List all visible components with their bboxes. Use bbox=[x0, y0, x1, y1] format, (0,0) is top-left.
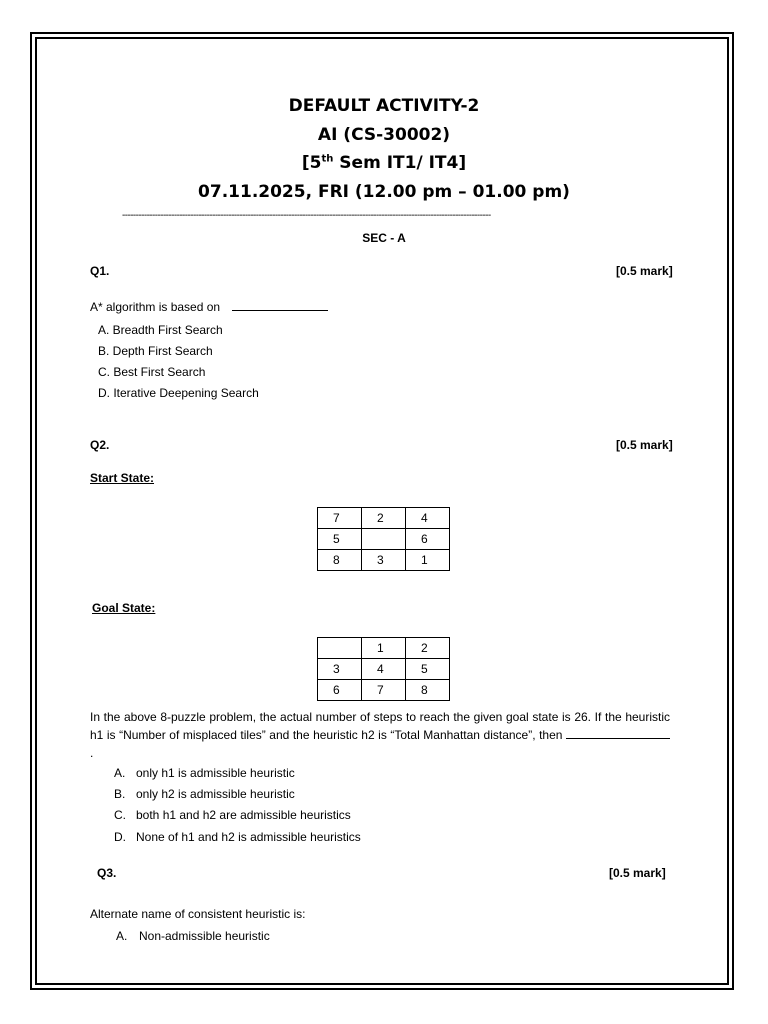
start-state-label: Start State: bbox=[90, 471, 155, 485]
grid-cell: 5 bbox=[406, 659, 450, 680]
grid-cell: 8 bbox=[318, 550, 362, 571]
q2-option-letter: A. bbox=[114, 766, 126, 780]
q3-option-letter: A. bbox=[116, 929, 128, 943]
title-semester-post: Sem IT1/ IT4] bbox=[333, 153, 467, 173]
q2-option-d bbox=[114, 830, 361, 844]
q2-answer-blank bbox=[566, 729, 670, 739]
grid-cell: 1 bbox=[406, 550, 450, 571]
q2-option-c bbox=[114, 808, 351, 822]
q1-option-c: C. Best First Search bbox=[98, 365, 206, 379]
q3-marks: [0.5 mark] bbox=[609, 866, 666, 880]
q3-question: Alternate name of consistent heuristic is: bbox=[90, 907, 306, 921]
q1-marks: [0.5 mark] bbox=[616, 264, 673, 278]
grid-cell: 3 bbox=[362, 550, 406, 571]
title-semester-sup: th bbox=[321, 153, 334, 165]
q1-answer-blank bbox=[232, 301, 328, 311]
q1-option-b: B. Depth First Search bbox=[98, 344, 213, 358]
grid-cell: 7 bbox=[362, 680, 406, 701]
grid-cell bbox=[318, 638, 362, 659]
q2-option-letter: C. bbox=[114, 808, 126, 822]
title-semester-pre: [5 bbox=[301, 153, 322, 173]
q2-option-text: only h1 is admissible heuristic bbox=[136, 766, 295, 780]
q2-label: Q2. bbox=[90, 438, 110, 452]
goal-state-grid bbox=[317, 637, 450, 701]
q1-option-d: D. Iterative Deepening Search bbox=[98, 386, 259, 400]
title-semester bbox=[0, 153, 768, 173]
q3-label: Q3. bbox=[97, 866, 117, 880]
grid-row bbox=[318, 659, 450, 680]
q1-label: Q1. bbox=[90, 264, 110, 278]
q2-option-text: only h2 is admissible heuristic bbox=[136, 787, 295, 801]
grid-cell: 1 bbox=[362, 638, 406, 659]
grid-row bbox=[318, 638, 450, 659]
grid-cell: 5 bbox=[318, 529, 362, 550]
q2-option-a bbox=[114, 766, 295, 780]
q1-question bbox=[90, 300, 328, 314]
q2-option-text: None of h1 and h2 is admissible heuristics bbox=[136, 830, 361, 844]
title-course: AI (CS-30002) bbox=[317, 125, 451, 145]
header-divider: --------------------------------------------------------------------------------------------------------------------------------------- bbox=[122, 210, 491, 221]
q2-marks: [0.5 mark] bbox=[616, 438, 673, 452]
title-activity: DEFAULT ACTIVITY-2 bbox=[288, 96, 480, 116]
grid-row bbox=[318, 680, 450, 701]
grid-cell: 8 bbox=[406, 680, 450, 701]
q2-option-letter: B. bbox=[114, 787, 126, 801]
q1-option-a: A. Breadth First Search bbox=[98, 323, 223, 337]
grid-row bbox=[318, 550, 450, 571]
grid-cell bbox=[362, 529, 406, 550]
start-state-grid bbox=[317, 507, 450, 571]
q3-option-text: Non-admissible heuristic bbox=[139, 929, 270, 943]
grid-cell: 2 bbox=[406, 638, 450, 659]
grid-cell: 6 bbox=[406, 529, 450, 550]
section-title: SEC - A bbox=[362, 231, 406, 245]
q2-paragraph-text: In the above 8-puzzle problem, the actual number of steps to reach the given goal state is 26. If the heuristic h1 is “Number of misplaced tiles” and the heuristic h2 is “Total Manhattan distance”, then bbox=[90, 710, 670, 742]
q1-question-text: A* algorithm is based on bbox=[90, 300, 221, 314]
grid-cell: 2 bbox=[362, 508, 406, 529]
grid-cell: 3 bbox=[318, 659, 362, 680]
q2-option-text: both h1 and h2 are admissible heuristics bbox=[136, 808, 351, 822]
title-date: 07.11.2025, FRI (12.00 pm – 01.00 pm) bbox=[198, 182, 570, 202]
q2-paragraph: In the above 8-puzzle problem, the actual number of steps to reach the given goal state is 26. If the heuristic h1 is “Number of misplaced tiles” and the heuristic h2 is “Total Manhattan distance”, then . bbox=[90, 710, 670, 760]
q2-option-letter: D. bbox=[114, 830, 126, 844]
grid-cell: 4 bbox=[362, 659, 406, 680]
grid-row bbox=[318, 529, 450, 550]
grid-row bbox=[318, 508, 450, 529]
grid-cell: 7 bbox=[318, 508, 362, 529]
q2-option-b bbox=[114, 787, 295, 801]
grid-cell: 6 bbox=[318, 680, 362, 701]
grid-cell: 4 bbox=[406, 508, 450, 529]
q3-option-a bbox=[116, 929, 270, 943]
goal-state-label: Goal State: bbox=[92, 601, 156, 615]
